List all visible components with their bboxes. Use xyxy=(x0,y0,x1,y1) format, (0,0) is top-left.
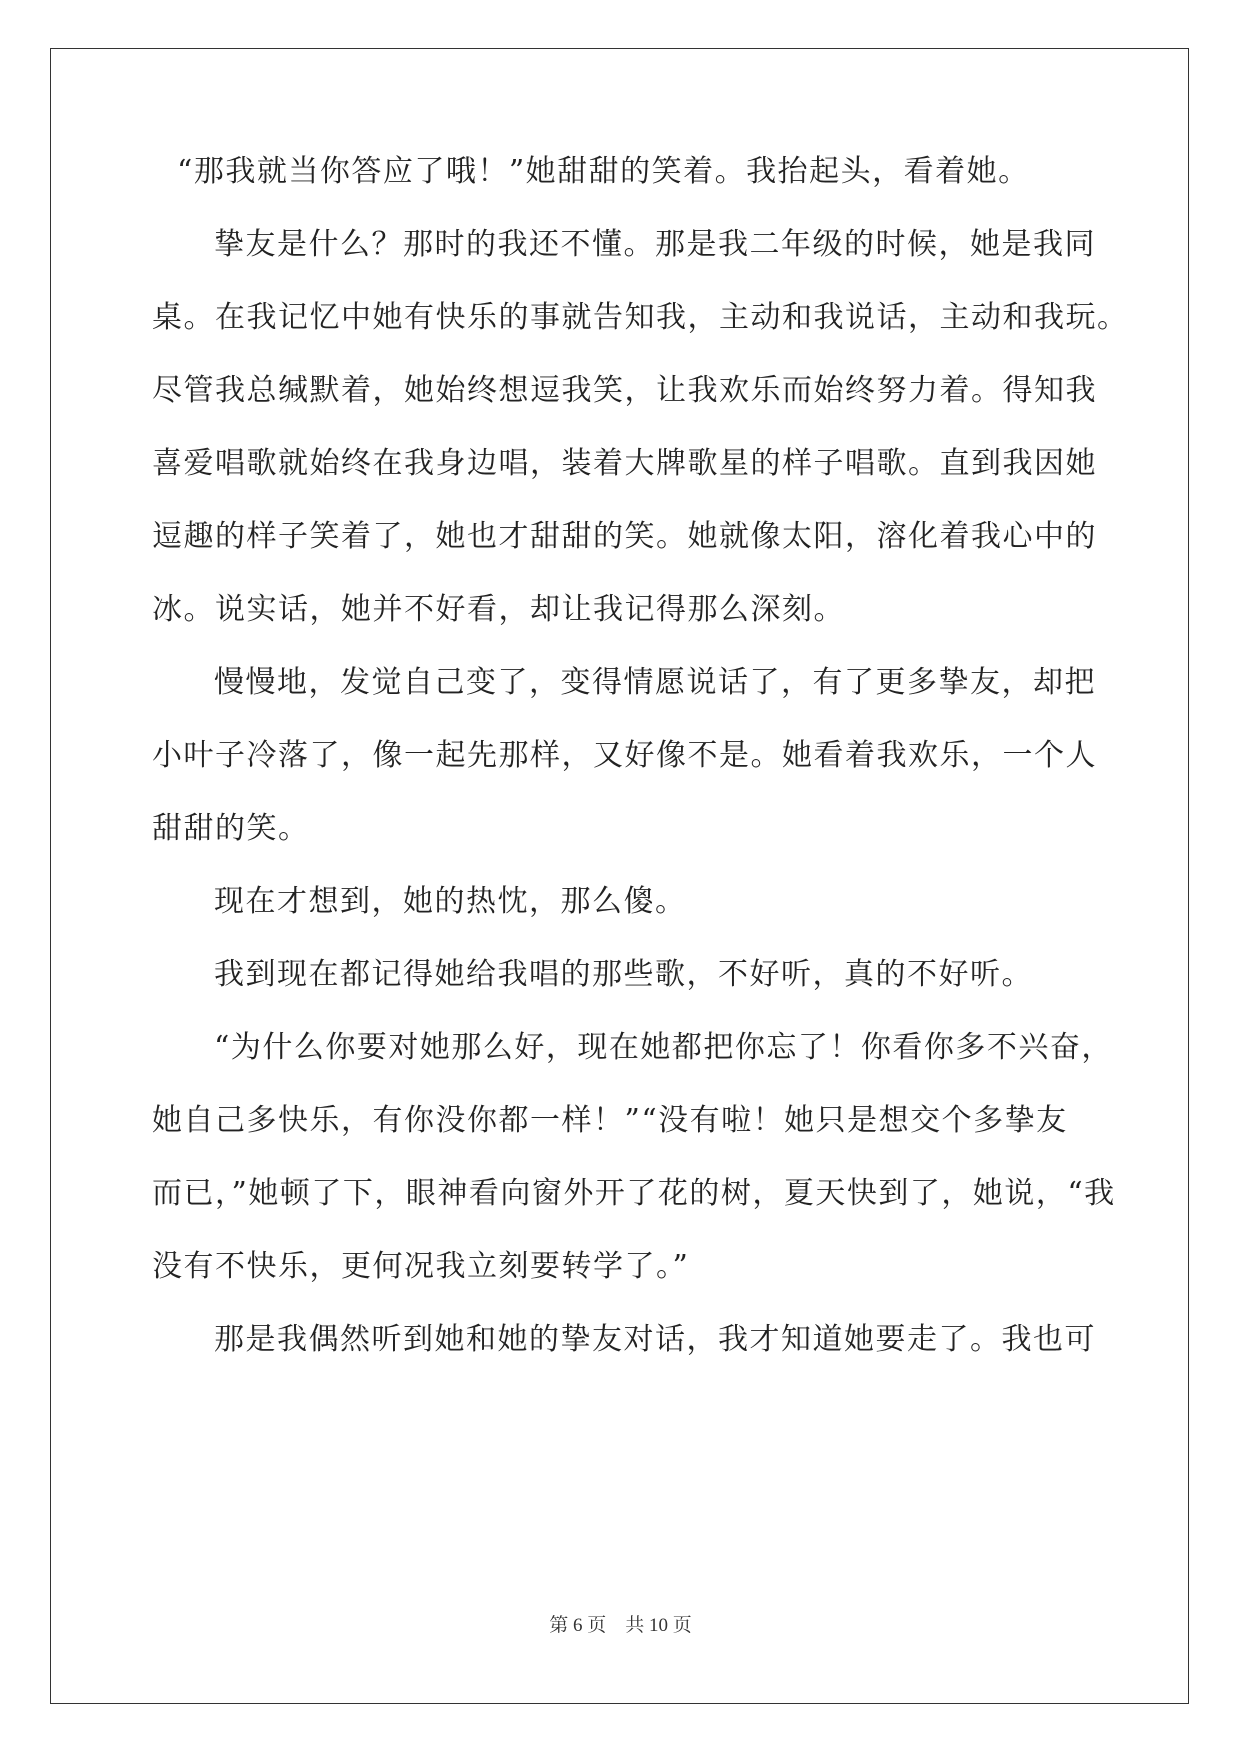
text-line: 她自己多快乐，有你没你都一样！”“没有啦！她只是想交个多挚友 xyxy=(152,1103,1068,1138)
text-line: 喜爱唱歌就始终在我身边唱，装着大牌歌星的样子唱歌。直到我因她 xyxy=(152,446,1097,481)
text-line: 小叶子冷落了，像一起先那样，又好像不是。她看着我欢乐，一个人 xyxy=(152,738,1097,773)
text-line: 冰。说实话，她并不好看，却让我记得那么深刻。 xyxy=(152,592,845,627)
text-line: 挚友是什么？那时的我还不懂。那是我二年级的时候，她是我同 xyxy=(214,227,1096,262)
text-line: 我到现在都记得她给我唱的那些歌，不好听，真的不好听。 xyxy=(214,957,1033,992)
page-border xyxy=(50,48,1189,1704)
text-line: 没有不快乐，更何况我立刻要转学了。” xyxy=(152,1249,690,1284)
text-line: 那是我偶然听到她和她的挚友对话，我才知道她要走了。我也可 xyxy=(214,1322,1096,1357)
text-line: 逗趣的样子笑着了，她也才甜甜的笑。她就像太阳，溶化着我心中的 xyxy=(152,519,1097,554)
text-line: “为什么你要对她那么好，现在她都把你忘了！你看你多不兴奋， xyxy=(214,1030,1113,1065)
text-line: 慢慢地，发觉自己变了，变得情愿说话了，有了更多挚友，却把 xyxy=(214,665,1096,700)
text-line: “那我就当你答应了哦！”她甜甜的笑着。我抬起头，看着她。 xyxy=(177,154,1030,189)
text-line: 甜甜的笑。 xyxy=(152,811,310,846)
text-line: 桌。在我记忆中她有快乐的事就告知我，主动和我说话，主动和我玩。 xyxy=(152,300,1129,335)
page-number: 第 6 页 共 10 页 xyxy=(549,1615,692,1636)
text-line: 而已，”她顿了下，眼神看向窗外开了花的树，夏天快到了，她说，“我 xyxy=(152,1176,1116,1211)
text-line: 现在才想到，她的热忱，那么傻。 xyxy=(214,884,687,919)
text-line: 尽管我总缄默着，她始终想逗我笑，让我欢乐而始终努力着。得知我 xyxy=(152,373,1097,408)
